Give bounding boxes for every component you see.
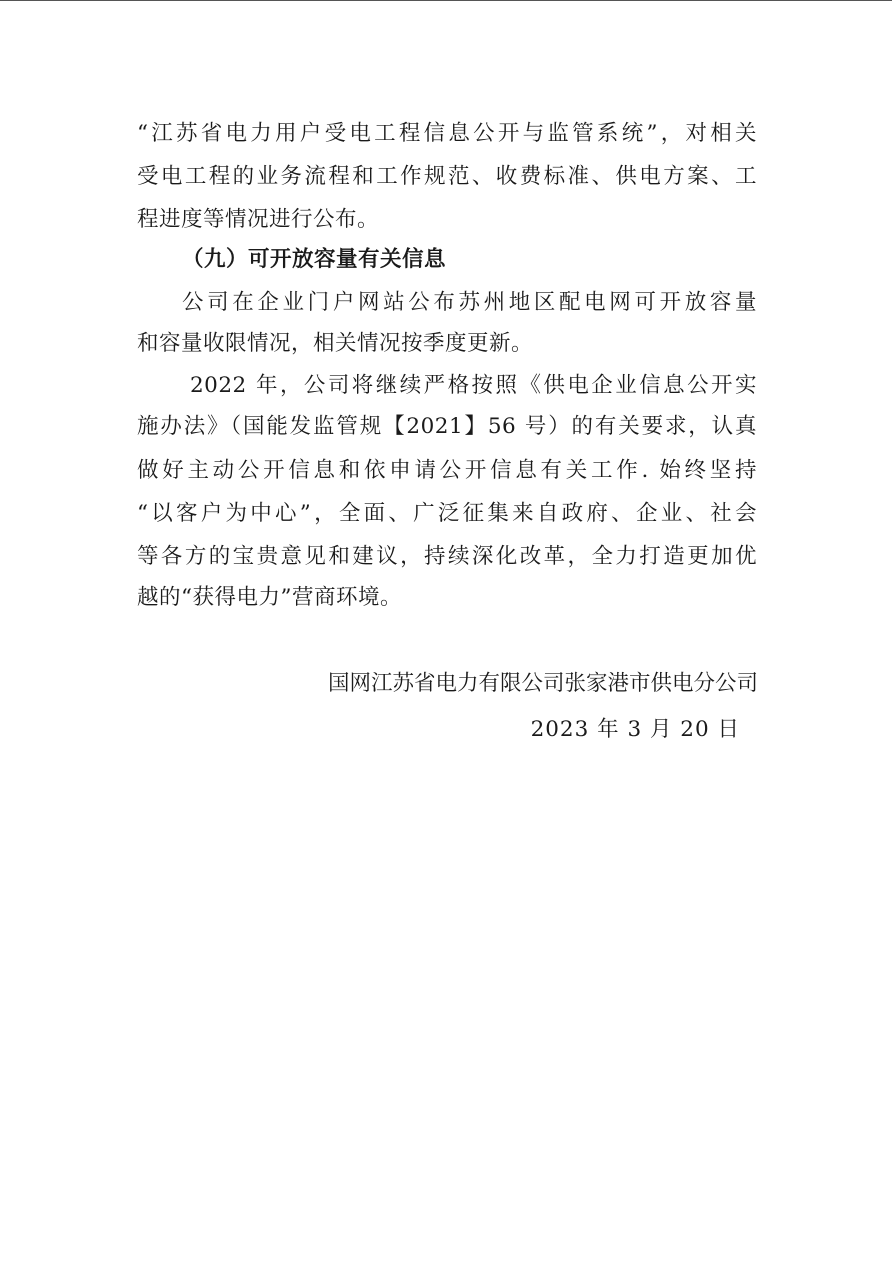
section-9-line-1: 公司在企业门户网站公布苏州地区配电网可开放容量 xyxy=(182,290,757,315)
paragraph-1-line-2: 受电工程的业务流程和工作规范、收费标准、供电方案、工 xyxy=(137,164,757,189)
closing-line-4: “以客户为中心”，全面、广泛征集来自政府、企业、社会 xyxy=(137,501,757,526)
closing-line-1: 2022 年，公司将继续严格按照《供电企业信息公开实 xyxy=(190,373,757,398)
closing-line-3: 做好主动公开信息和依申请公开信息有关工作. 始终坚持 xyxy=(137,458,757,483)
paragraph-1-line-1: “江苏省电力用户受电工程信息公开与监管系统”，对相关 xyxy=(137,121,757,146)
closing-line-6: 越的“获得电力”营商环境。 xyxy=(137,585,402,610)
paragraph-1-line-3: 程进度等情况进行公布。 xyxy=(137,207,380,232)
closing-line-5: 等各方的宝贵意见和建议，持续深化改革，全力打造更加优 xyxy=(137,544,757,569)
section-9-line-2: 和容量收限情况，相关情况按季度更新。 xyxy=(137,331,534,356)
closing-line-2: 施办法》（国能发监管规【2021】56 号）的有关要求，认真 xyxy=(137,414,757,439)
signature-date: 2023 年 3 月 20 日 xyxy=(530,717,740,742)
signature-organization: 国网江苏省电力有限公司张家港市供电分公司 xyxy=(327,671,758,696)
section-9-heading: （九）可开放容量有关信息 xyxy=(182,247,447,272)
